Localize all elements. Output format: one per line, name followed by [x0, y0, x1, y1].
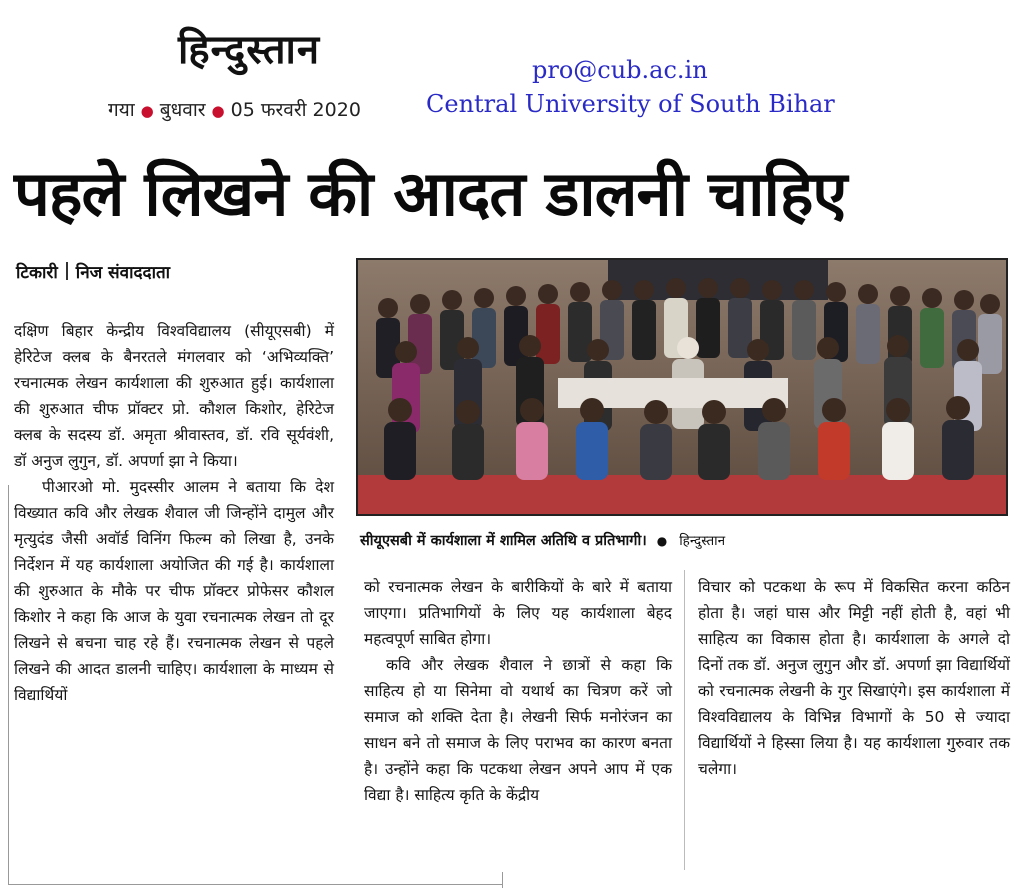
group-photo-image — [358, 260, 1006, 514]
group-photo — [356, 258, 1008, 516]
newspaper-masthead: हिन्दुस्तान — [178, 27, 321, 73]
article-paragraph: पीआरओ मो. मुदस्सीर आलम ने बताया कि देश विख्यात कवि और लेखक शैवाल जी जिन्होंने दामुल और मृत्युदंड जैसी अवॉर्ड विनिंग फिल्म को लिखा है, उनके निर्देशन में यह कार्यशाला अयोजित की गई है। कार्यशाला की शुरुआत के मौके पर चीफ प्रॉक्टर प्रोफेसर कौशल किशोर ने कहा कि आज के युवा रचनात्मक लेखन तो दूर लिखने से बचना चाह रहे हैं। रचनात्मक लेखन से पहले लिखने की आदत डालनी चाहिए। कार्यशाला के माध्यम से विद्यार्थियों — [14, 478, 334, 704]
article-headline: पहले लिखने की आदत डालनी चाहिए — [14, 157, 847, 230]
photo-caption-text: सीयूएसबी में कार्यशाला में शामिल अतिथि व प्रतिभागी। — [360, 533, 647, 549]
photo-caption — [360, 530, 725, 550]
article-paragraph: विचार को पटकथा के रूप में विकसित करना कठिन होता है। जहां घास और मिट्टी नहीं होती है, वहां भी साहित्य का विकास होता है। कार्यशाला के अगले दो दिनों तक डॉ. अनुज लुगुन और डॉ. अपर्णा झा विद्यार्थियों को रचनात्मक लेखनी के गुर सिखाएंगे। इस कार्यशाला में विश्वविद्यालय के विभिन्न विभागों के 50 से ज्यादा विद्यार्थियों ने हिस्सा लिया है। यह कार्यशाला गुरुवार तक चलेगा। — [698, 578, 1010, 778]
university-name: Central University of South Bihar — [426, 90, 835, 118]
article-paragraph: को रचनात्मक लेखन के बारीकियों के बारे में बताया जाएगा। प्रतिभागियों के लिए यह कार्यशाला बेहद महत्वपूर्ण साबित होगा। — [364, 578, 672, 648]
byline — [16, 260, 170, 283]
dateline-day: बुधवार — [159, 99, 206, 121]
byline-divider — [66, 262, 68, 280]
bullet-icon: ● — [140, 102, 154, 120]
column-divider — [684, 570, 685, 870]
clipping-border — [8, 485, 9, 885]
article-column-1 — [14, 318, 334, 708]
article-column-2 — [364, 574, 672, 808]
byline-reporter: निज संवाददाता — [75, 263, 171, 283]
bullet-icon: ● — [656, 534, 668, 548]
dateline — [108, 96, 361, 122]
article-paragraph: दक्षिण बिहार केन्द्रीय विश्वविद्यालय (सीयूएसबी) में हेरिटेज क्लब के बैनरतले मंगलवार को ‘अभिव्यक्ति’ रचनात्मक लेखन कार्यशाला की शुरुआत हुई। कार्यशाला की शुरुआत चीफ प्रॉक्टर प्रो. कौशल किशोर, हेरिटेज क्लब के सदस्य डॉ. अमृता श्रीवास्तव, डॉ. रवि सूर्यवंशी, डॉ अनुज लुगुन, डॉ. अपर्णा झा ने किया। — [14, 322, 334, 470]
clipping-border — [502, 872, 503, 888]
photo-credit: हिन्दुस्तान — [679, 533, 726, 549]
dateline-date: 05 फरवरी 2020 — [230, 99, 361, 121]
dateline-city: गया — [108, 99, 135, 121]
article-paragraph: कवि और लेखक शैवाल ने छात्रों से कहा कि साहित्य हो या सिनेमा वो यथार्थ का चित्रण करें जो समाज को शक्ति देता है। लेखनी सिर्फ मनोरंजन का साधन बने तो समाज के लिए पराभव का कारण बनता है। उन्होंने कहा कि पटकथा लेखन अपने आप में एक विद्या है। साहित्य कृति के केंद्रीय — [364, 656, 672, 804]
byline-place: टिकारी — [16, 263, 58, 283]
bullet-icon: ● — [211, 102, 225, 120]
clipping-border — [8, 884, 503, 885]
pro-email: pro@cub.ac.in — [532, 56, 708, 84]
article-column-3 — [698, 574, 1010, 782]
